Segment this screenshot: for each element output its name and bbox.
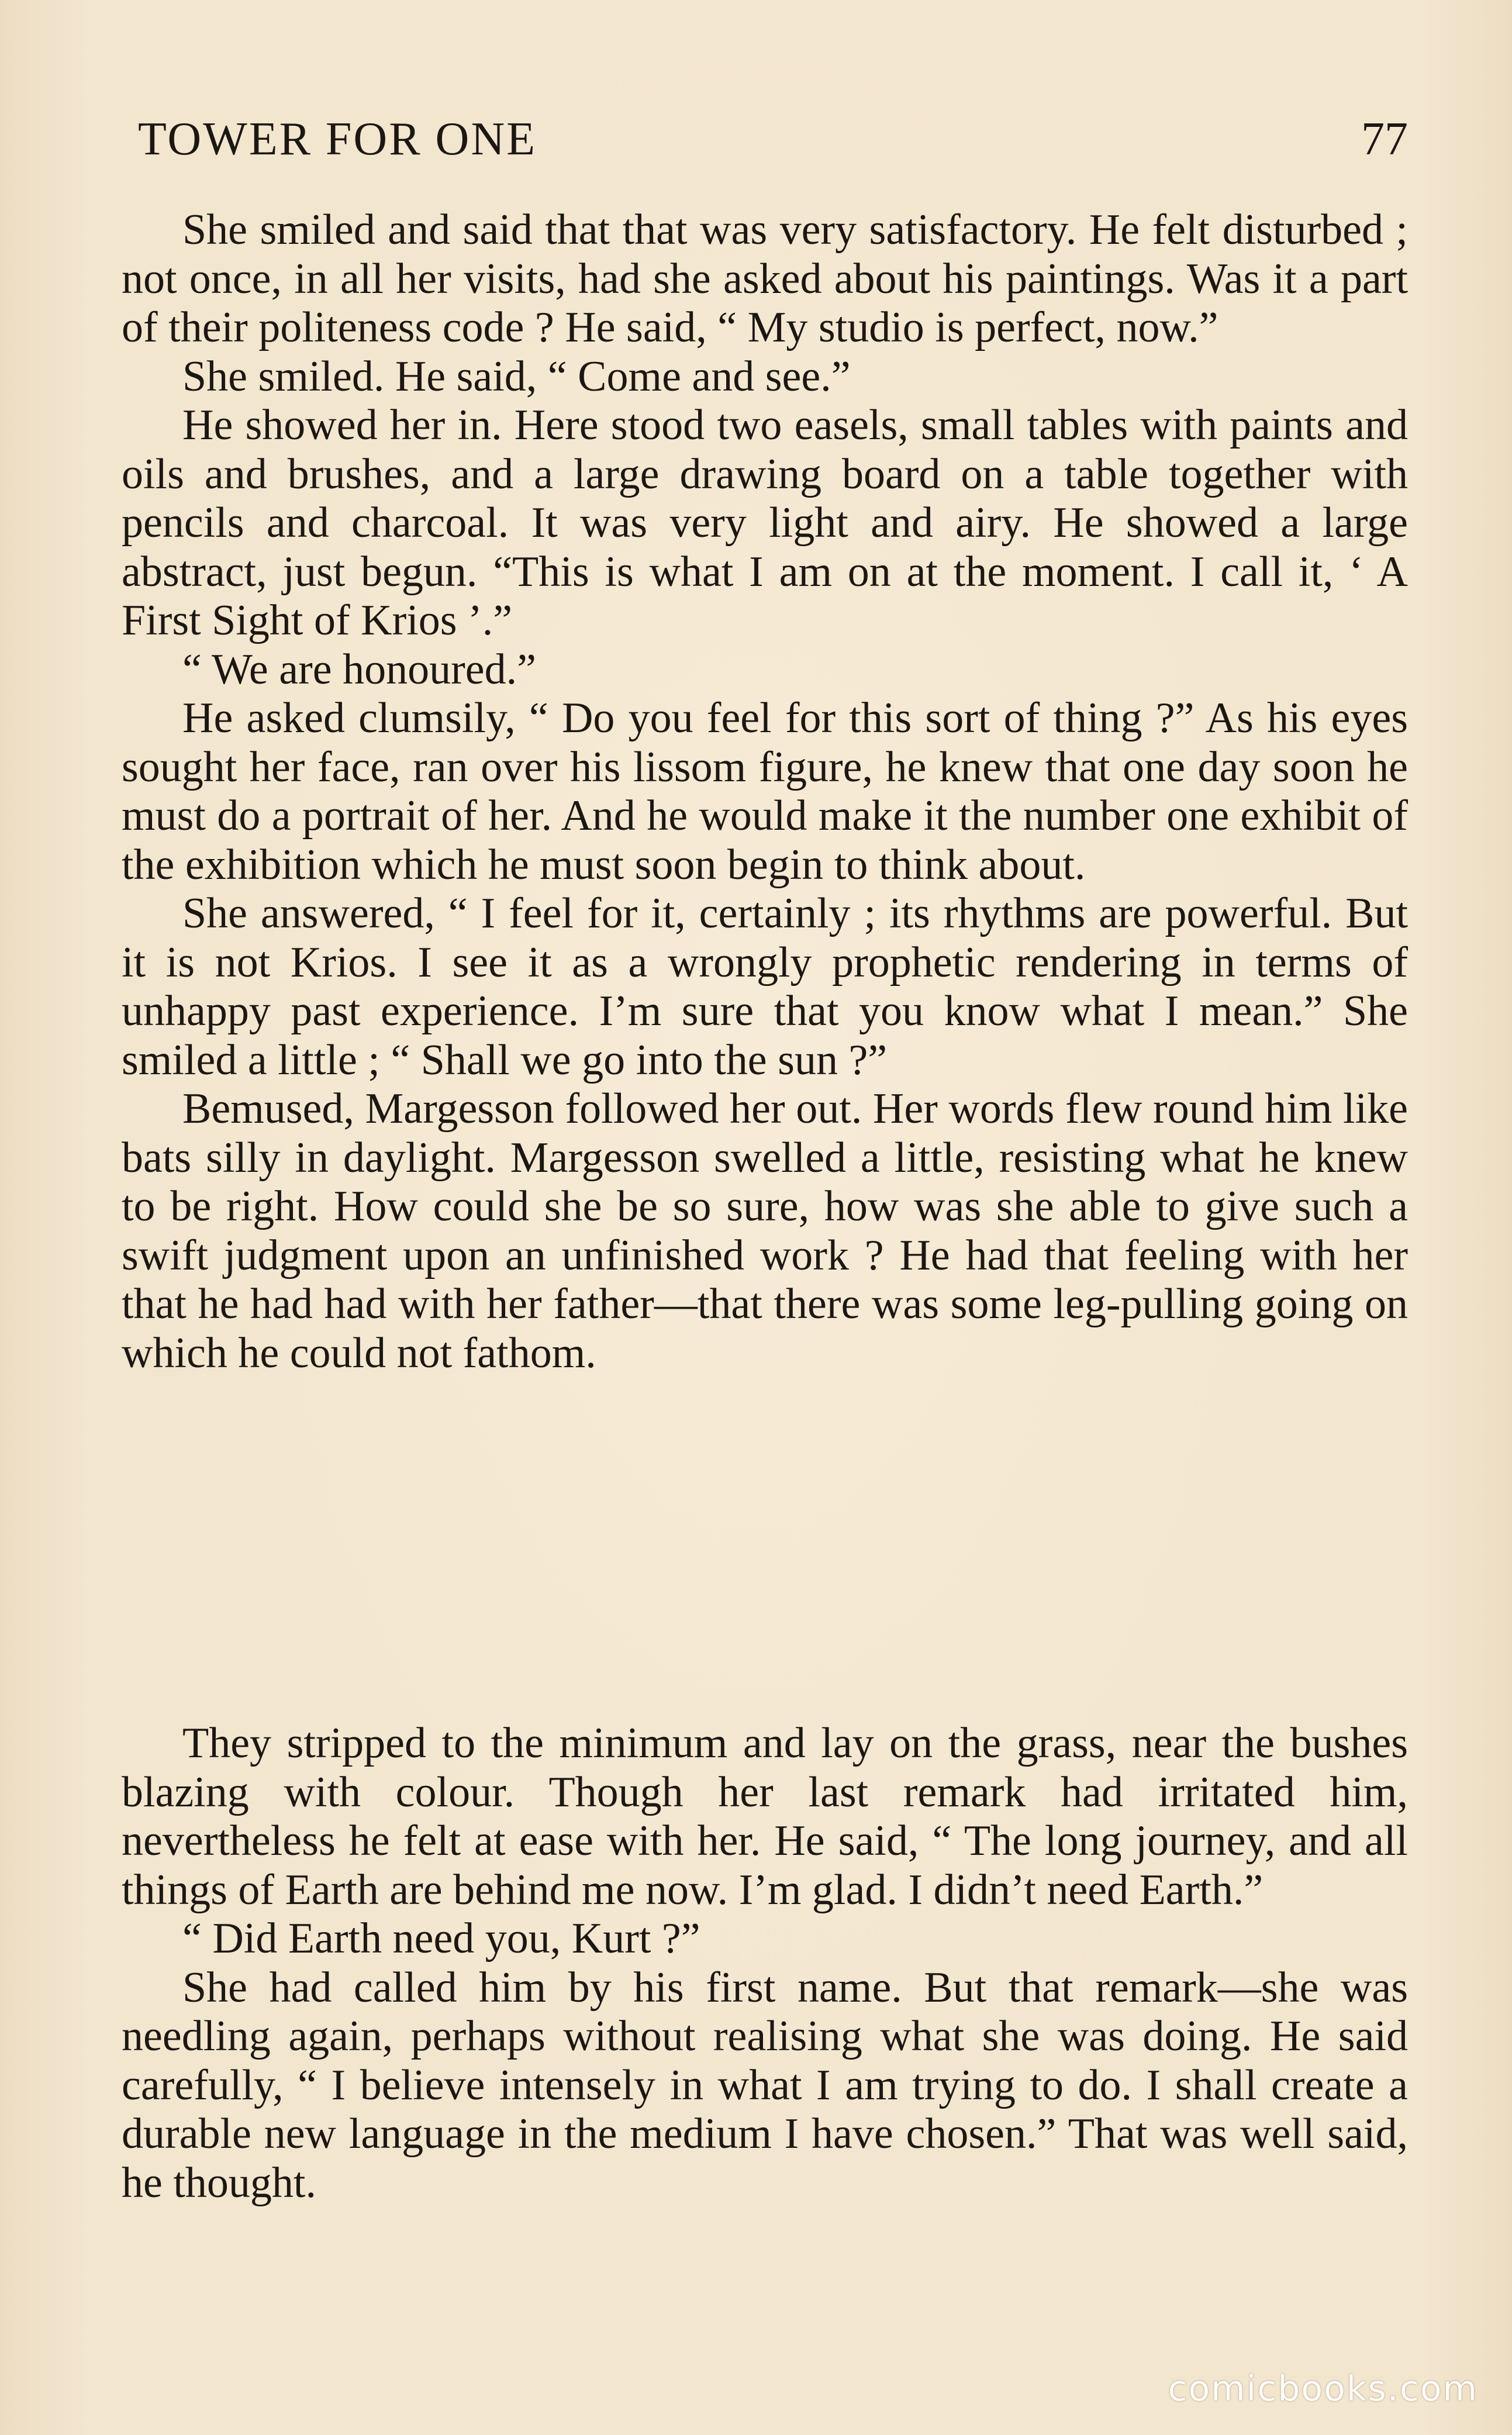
page-header	[138, 110, 1408, 168]
paragraph: He showed her in. Here stood two easels, small tables with paints and oils and brushes, and a large drawing board on a table together with pencils and charcoal. It was very light and airy. He showed a large abstract, just begun. “This is what I am on at the moment. I call it, ‘ A First Sight of Krios ’.”	[122, 401, 1408, 644]
paragraph: Bemused, Margesson followed her out. Her words flew round him like bats silly in daylight. Margesson swelled a little, resisting what he knew to be right. How could she be so sure, how was she able to give such a swift judgment upon an unfinished work ? He had that feeling with her that he had had with her father—that there was some leg-pulling going on which he could not fathom.	[122, 1085, 1408, 1377]
paragraph: “ Did Earth need you, Kurt ?”	[182, 1915, 700, 1963]
paragraph: “ We are honoured.”	[182, 645, 536, 694]
watermark: comicbooks.com	[1168, 2368, 1478, 2409]
running-head: TOWER FOR ONE	[138, 113, 537, 165]
paragraph: She had called him by his first name. But that remark—she was needling again, perhaps without realising what she was doing. He said carefully, “ I believe intensely in what I am trying to do. I shall create a durable new language in the medium I have chosen.” That was well said, he thought.	[122, 1963, 1408, 2207]
paragraph: She smiled. He said, “ Come and see.”	[182, 352, 851, 401]
paragraph: She answered, “ I feel for it, certainly ; its rhythms are powerful. But it is not Krios. I see it as a wrongly prophetic rendering in terms of unhappy past experience. I’m sure that you know what I mean.” She smiled a little ; “ Shall we go into the sun ?”	[122, 889, 1408, 1084]
text-section-2	[122, 1719, 1408, 2208]
paragraph: He asked clumsily, “ Do you feel for this sort of thing ?” As his eyes sought her face, ran over his lissom figure, he knew that one day soon he must do a portrait of her. And he would make it the number one exhibit of the exhibition which he must soon begin to think about.	[122, 694, 1408, 889]
paragraph: She smiled and said that that was very satisfactory. He felt disturbed ; not once, in all her visits, had she asked about his paintings. Was it a part of their politeness code ? He said, “ My studio is perfect, now.”	[122, 206, 1408, 351]
text-section-1	[122, 206, 1408, 1378]
paragraph: They stripped to the minimum and lay on the grass, near the bushes blazing with colour. Though her last remark had irritated him, nevertheless he felt at ease with her. He said, “ The long journey, and all things of Earth are behind me now. I’m glad. I didn’t need Earth.”	[122, 1719, 1408, 1914]
page-number: 77	[1361, 113, 1408, 165]
